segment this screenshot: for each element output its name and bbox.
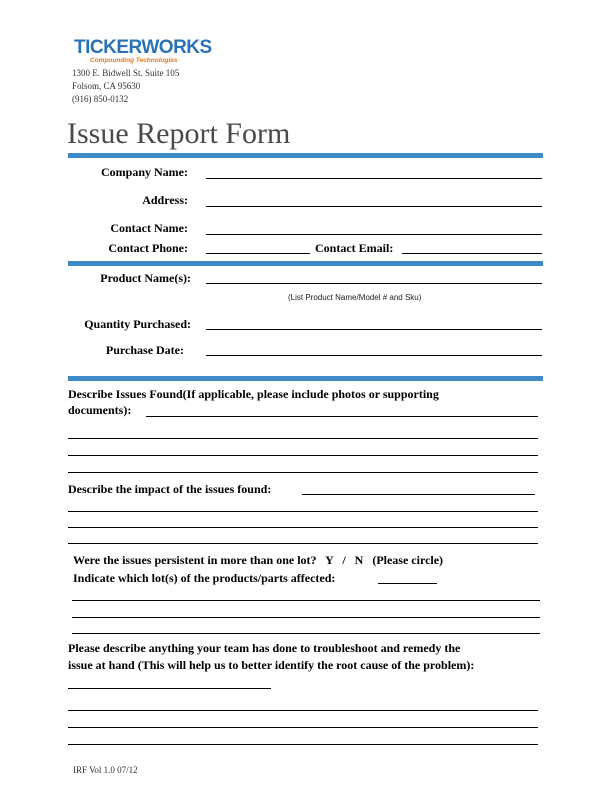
impact-answer-line[interactable]	[68, 527, 538, 528]
lots-answer-line[interactable]	[72, 600, 540, 601]
contact-email-field[interactable]	[402, 253, 542, 254]
section-divider	[68, 261, 543, 266]
section-divider	[68, 376, 543, 381]
product-name-field[interactable]	[206, 283, 542, 284]
issues-answer-line[interactable]	[68, 455, 538, 456]
phone-number: (916) 850-0132	[72, 94, 129, 104]
company-name-field[interactable]	[206, 178, 542, 179]
contact-email-label: Contact Email:	[315, 241, 394, 255]
lots-question: Indicate which lot(s) of the products/parts affected:	[73, 571, 336, 585]
persistent-question: Were the issues persistent in more than one lot? Y / N (Please circle)	[73, 553, 444, 567]
company-logo	[74, 38, 212, 65]
impact-answer-line[interactable]	[302, 494, 535, 495]
section-divider	[68, 153, 543, 158]
logo-tagline: Compounding Technologies	[90, 57, 178, 64]
address-label: Address:	[142, 193, 188, 207]
logo-text: TICKERWORKS	[74, 37, 212, 58]
purchase-date-label: Purchase Date:	[105, 343, 184, 357]
troubleshoot-answer-line[interactable]	[68, 727, 538, 728]
troubleshoot-question-line-1: Please describe anything your team has done to troubleshoot and remedy the	[68, 641, 461, 655]
lots-answer-line[interactable]	[378, 583, 437, 584]
issues-answer-line[interactable]	[68, 472, 538, 473]
contact-phone-field[interactable]	[206, 253, 310, 254]
contact-name-field[interactable]	[206, 234, 542, 235]
address-field[interactable]	[206, 206, 542, 207]
contact-phone-label: Contact Phone:	[108, 241, 188, 255]
troubleshoot-answer-line[interactable]	[68, 688, 271, 689]
address-line-1: 1300 E. Bidwell St. Suite 105	[72, 68, 180, 78]
contact-name-label: Contact Name:	[110, 221, 188, 235]
lots-answer-line[interactable]	[72, 633, 540, 634]
address-line-2: Folsom, CA 95630	[72, 81, 141, 91]
troubleshoot-answer-line[interactable]	[68, 710, 538, 711]
troubleshoot-question-line-2: issue at hand (This will help us to better identify the root cause of the problem):	[68, 658, 475, 672]
impact-answer-line[interactable]	[68, 543, 538, 544]
issues-question-line-1: Describe Issues Found(If applicable, please include photos or supporting	[68, 387, 439, 401]
issues-answer-line[interactable]	[68, 438, 538, 439]
quantity-purchased-field[interactable]	[206, 329, 542, 330]
impact-answer-line[interactable]	[68, 511, 538, 512]
quantity-purchased-label: Quantity Purchased:	[84, 317, 191, 331]
issues-answer-line[interactable]	[146, 416, 538, 417]
product-name-hint: (List Product Name/Model # and Sku)	[288, 293, 422, 302]
page-title: Issue Report Form	[67, 117, 291, 150]
company-name-label: Company Name:	[101, 165, 188, 179]
product-name-label: Product Name(s):	[100, 271, 191, 285]
lots-answer-line[interactable]	[72, 617, 540, 618]
form-version: IRF Vol 1.0 07/12	[73, 765, 138, 775]
issues-question-line-2: documents):	[68, 403, 132, 417]
impact-question: Describe the impact of the issues found:	[68, 482, 272, 496]
purchase-date-field[interactable]	[206, 355, 542, 356]
troubleshoot-answer-line[interactable]	[68, 744, 538, 745]
